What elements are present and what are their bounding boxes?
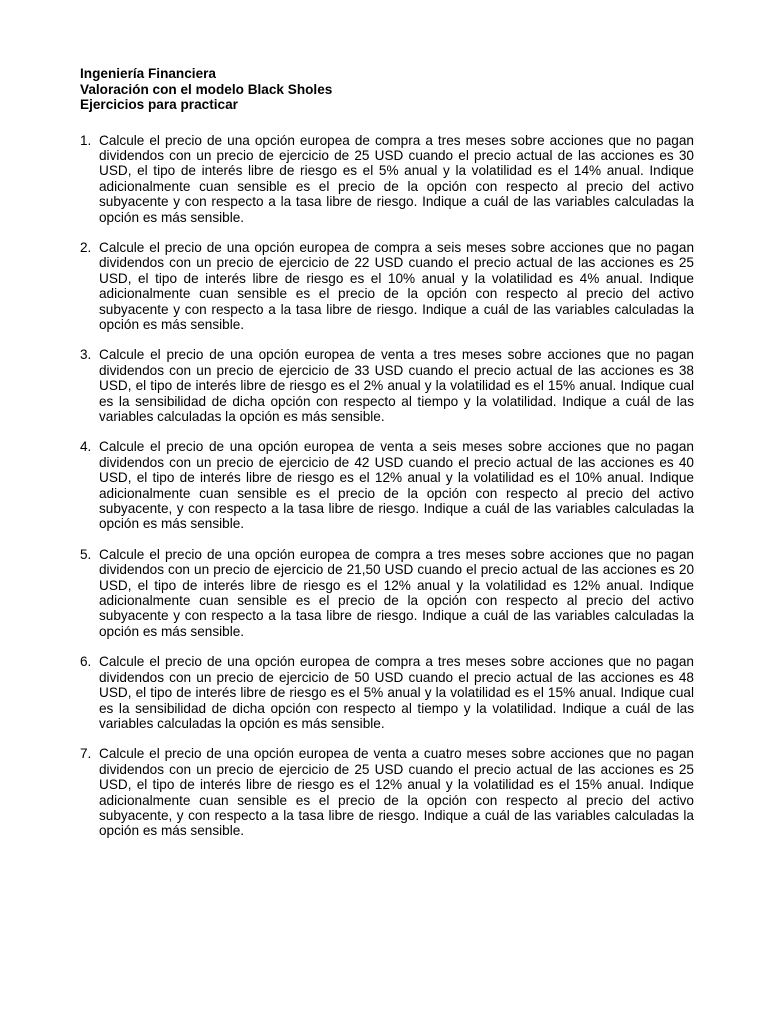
exercise-number: 2. (80, 239, 92, 255)
topic-title: Valoración con el modelo Black Sholes (80, 81, 333, 97)
exercise-item-4 (80, 439, 694, 531)
exercise-text: Calcule el precio de una opción europea de venta a seis meses sobre acciones que no pagan dividendos con un precio de ejercicio de 42 USD cuando el precio actual de las acciones es 40 USD, el tipo de interés libre de riesgo es el 12% anual y la volatilidad es el 10% anual. Indique adicionalmente cuan sensible es el precio de la opción con respecto al precio del activo subyacente, y con respecto a la tasa libre de riesgo. Indique a cuál de las variables calculadas la opción es más sensible. (99, 439, 694, 532)
exercise-item-6 (80, 654, 694, 731)
course-title: Ingeniería Financiera (80, 66, 216, 81)
exercise-item-7 (80, 746, 694, 838)
exercise-text: Calcule el precio de una opción europea de compra a tres meses sobre acciones que no pagan dividendos con un precio de ejercicio de 21,50 USD cuando el precio actual de las acciones es 20 USD, el tipo de interés libre de riesgo es el 12% anual y la volatilidad es 12% anual. Indique adicionalmente cuan sensible es el precio de la opción con respecto al precio del activo subyacente y con respecto a la tasa libre de riesgo. Indique a cuál de las variables calculadas la opción es más sensible. (99, 546, 694, 639)
section-title: Ejercicios para practicar (80, 97, 238, 112)
exercise-text: Calcule el precio de una opción europea de compra a tres meses sobre acciones que no pagan dividendos con un precio de ejercicio de 25 USD cuando el precio actual de las acciones es 30 USD, el tipo de interés libre de riesgo es el 5% anual y la volatilidad es el 14% anual. Indique adicionalmente cuan sensible es el precio de la opción con respecto al precio del activo subyacente y con respecto a la tasa libre de riesgo. Indique a cuál de las variables calculadas la opción es más sensible. (99, 132, 694, 225)
exercise-number: 7. (80, 746, 92, 762)
exercise-text: Calcule el precio de una opción europea de venta a tres meses sobre acciones que no pagan dividendos con un precio de ejercicio de 33 USD cuando el precio actual de las acciones es 38 USD, el tipo de interés libre de riesgo es el 2% anual y la volatilidad es el 15% anual. Indique cual es la sensibilidad de dicha opción con respecto al tiempo y la volatilidad. Indique a cuál de las variables calculadas la opción es más sensible. (99, 347, 694, 424)
document-page (80, 66, 694, 854)
exercise-text: Calcule el precio de una opción europea de compra a tres meses sobre acciones que no pagan dividendos con un precio de ejercicio de 50 USD cuando el precio actual de las acciones es 48 USD, el tipo de interés libre de riesgo es el 5% anual y la volatilidad es el 15% anual. Indique cual es la sensibilidad de dicha opción con respecto al tiempo y la volatilidad. Indique a cuál de las variables calculadas la opción es más sensible. (99, 654, 694, 731)
exercise-item-3 (80, 347, 694, 424)
exercise-number: 4. (80, 439, 92, 455)
exercise-number: 1. (80, 132, 92, 148)
document-heading (80, 66, 694, 113)
exercise-text: Calcule el precio de una opción europea de compra a seis meses sobre acciones que no pagan dividendos con un precio de ejercicio de 22 USD cuando el precio actual de las acciones es 25 USD, el tipo de interés libre de riesgo es el 10% anual y la volatilidad es 4% anual. Indique adicionalmente cuan sensible es el precio de la opción con respecto al precio del activo subyacente y con respecto a la tasa libre de riesgo. Indique a cuál de las variables calculadas la opción es más sensible. (99, 239, 694, 332)
exercise-item-1 (80, 133, 694, 225)
exercise-item-2 (80, 240, 694, 332)
exercise-number: 5. (80, 546, 92, 562)
exercise-list (80, 133, 694, 839)
exercise-text: Calcule el precio de una opción europea de venta a cuatro meses sobre acciones que no pagan dividendos con un precio de ejercicio de 25 USD cuando el precio actual de las acciones es 25 USD, el tipo de interés libre de riesgo es el 12% anual y la volatilidad es el 15% anual. Indique adicionalmente cuan sensible es el precio de la opción con respecto al precio del activo subyacente, y con respecto a la tasa libre de riesgo. Indique a cuál de las variables calculadas la opción es más sensible. (99, 746, 694, 839)
exercise-number: 6. (80, 654, 92, 670)
exercise-number: 3. (80, 347, 92, 363)
exercise-item-5 (80, 547, 694, 639)
